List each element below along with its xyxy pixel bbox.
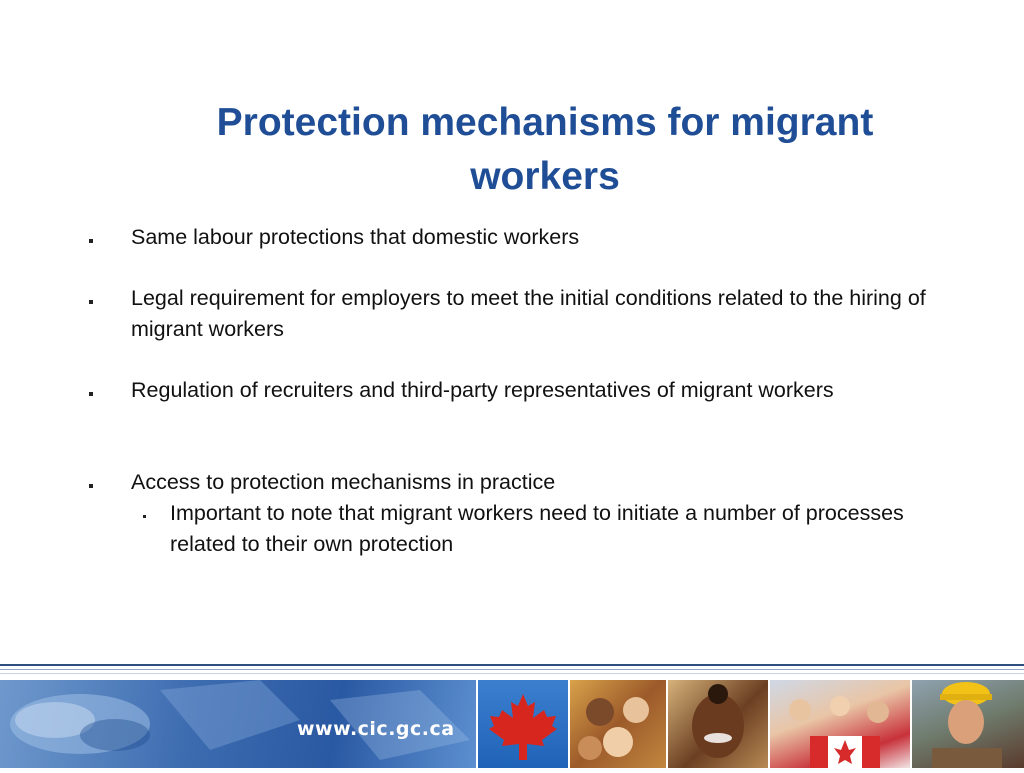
maple-leaf-panel [478,680,568,768]
bullet-marker [143,515,146,518]
people-photo [570,680,666,768]
bullet-text: Important to note that migrant workers need to initiate a number of processes related to their own protection [170,501,904,556]
bullet-marker [89,392,93,396]
crowd-flags-photo [770,680,910,768]
bullet-item [131,375,891,406]
bullet-marker [89,484,93,488]
footer-banner [0,680,1024,768]
bullet-item [131,467,931,498]
maple-leaf-icon [478,680,568,768]
bullet-item [131,283,951,345]
footer-divider [0,664,1024,678]
bullet-marker [89,300,93,304]
bullet-text: Regulation of recruiters and third-party representatives of migrant workers [131,378,834,402]
bullet-text: Legal requirement for employers to meet the initial conditions related to the hiring of migrant workers [131,286,926,341]
bullet-marker [89,239,93,243]
bullet-item [131,222,951,253]
construction-worker-photo [912,680,1024,768]
slide-title: Protection mechanisms for migrant workers [216,101,874,198]
woman-portrait-photo [668,680,768,768]
sub-bullet-item [170,498,940,560]
handshake-image [0,680,476,768]
website-url[interactable]: www.cic.gc.ca [297,718,455,740]
bullet-text: Access to protection mechanisms in practice [131,470,556,494]
bullet-text: Same labour protections that domestic workers [131,225,580,249]
